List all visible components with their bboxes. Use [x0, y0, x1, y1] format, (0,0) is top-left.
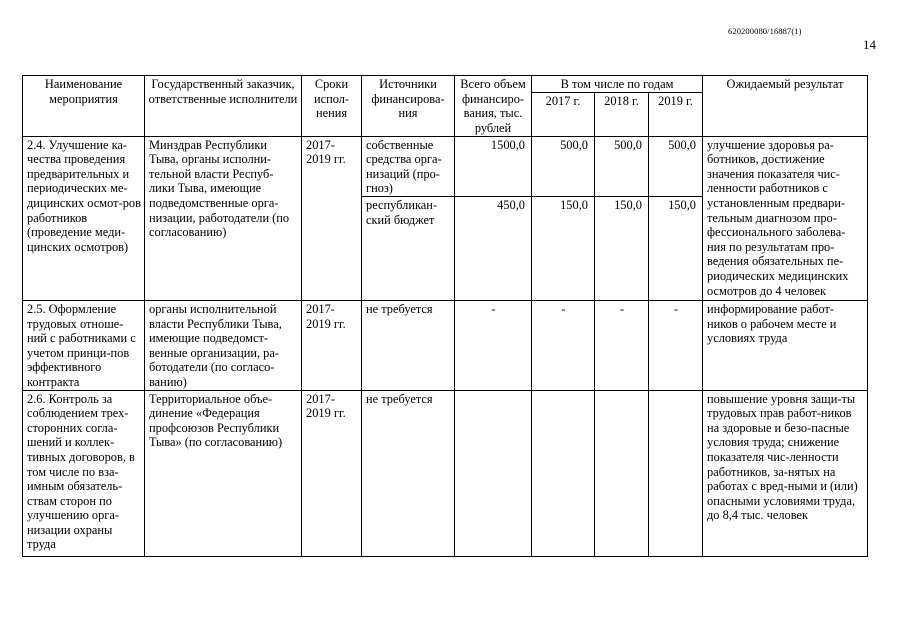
header-result: Ожидаемый результат: [703, 76, 868, 137]
header-customer: Государственный заказчик, ответственные исполнители: [145, 76, 302, 137]
document-id: 620200080/16887(1): [728, 26, 802, 36]
source-cell: собственные средства орга-низаций (про-гноз): [362, 136, 455, 196]
year-2017-cell: [532, 390, 595, 556]
header-sources: Источники финансирова-ния: [362, 76, 455, 137]
header-year-2017: 2017 г.: [532, 92, 595, 136]
source-cell: республикан-ский бюджет: [362, 196, 455, 300]
result-cell: улучшение здоровья ра-ботников, достижение значения показателя чис-ленности работников с установленным предвари-тельным диагнозом про-фессионального заболева-ния по результатам про-ведения обязательных пе-риодических медицинских осмотров до 4 человек: [703, 136, 868, 300]
total-cell: [455, 390, 532, 556]
year-2018-cell: -: [595, 300, 649, 390]
terms-cell: 2017-2019 гг.: [302, 300, 362, 390]
page-number: 14: [863, 37, 876, 52]
header-name: Наименование мероприятия: [23, 76, 145, 137]
result-cell: повышение уровня защи-ты трудовых прав работ-ников на здоровые и безо-пасные условия труда; снижение показателя чис-ленности работников, за-нятых на работах с вред-ными и (или) опасными условиями труда, до 8,4 тыс. человек: [703, 390, 868, 556]
source-cell: не требуется: [362, 390, 455, 556]
year-2018-cell: [595, 390, 649, 556]
year-2019-cell: [649, 390, 703, 556]
header-year-2019: 2019 г.: [649, 92, 703, 136]
header-terms: Сроки испол-нения: [302, 76, 362, 137]
year-2017-cell: 500,0: [532, 136, 595, 196]
activity-name: 2.4. Улучшение ка-чества проведения предварительных и периодических ме-дицинских осмот-ров работников (проведение меди-цинских осмотров): [23, 136, 145, 300]
table-row: [23, 300, 868, 390]
terms-cell: 2017-2019 гг.: [302, 136, 362, 300]
year-2018-cell: 150,0: [595, 196, 649, 300]
total-cell: 1500,0: [455, 136, 532, 196]
source-cell: не требуется: [362, 300, 455, 390]
terms-cell: 2017-2019 гг.: [302, 390, 362, 556]
header-total: Всего объем финансиро-вания, тыс. рублей: [455, 76, 532, 137]
table-row: [23, 136, 868, 196]
customer-cell: Минздрав Республики Тыва, органы исполни-тельной власти Респуб-лики Тыва, имеющие подведомственные орга-низации, работодатели (по согласованию): [145, 136, 302, 300]
table-header: [23, 76, 868, 137]
year-2018-cell: 500,0: [595, 136, 649, 196]
year-2017-cell: 150,0: [532, 196, 595, 300]
year-2019-cell: -: [649, 300, 703, 390]
header-by-years: В том числе по годам: [532, 76, 703, 93]
header-year-2018: 2018 г.: [595, 92, 649, 136]
year-2019-cell: 150,0: [649, 196, 703, 300]
year-2019-cell: 500,0: [649, 136, 703, 196]
table-row: [23, 390, 868, 556]
customer-cell: Территориальное объе-динение «Федерация профсоюзов Республики Тыва» (по согласованию): [145, 390, 302, 556]
result-cell: информирование работ-ников о рабочем месте и условиях труда: [703, 300, 868, 390]
total-cell: 450,0: [455, 196, 532, 300]
customer-cell: органы исполнительной власти Республики Тыва, имеющие подведомст-венные организации, ра-ботодатели (по согласо-ванию): [145, 300, 302, 390]
total-cell: -: [455, 300, 532, 390]
activity-name: 2.6. Контроль за соблюдением трех-сторонних согла-шений и коллек-тивных договоров, в том числе по вза-имным обязатель-ствам сторон по улучшению орга-низации охраны труда: [23, 390, 145, 556]
year-2017-cell: -: [532, 300, 595, 390]
activities-table: [22, 75, 868, 557]
activity-name: 2.5. Оформление трудовых отноше-ний с работниками с учетом принци-пов эффективного контракта: [23, 300, 145, 390]
